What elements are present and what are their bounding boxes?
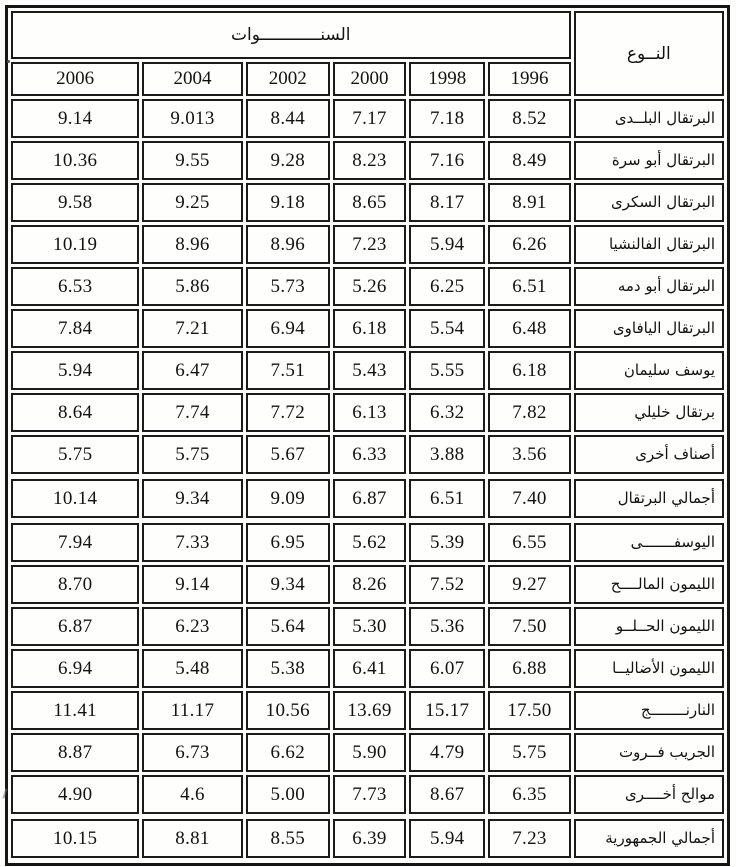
value-cell: 6.62	[246, 733, 330, 772]
value-cell: 9.14	[142, 565, 242, 604]
value-cell: 5.67	[246, 435, 330, 474]
value-cell: 8.91	[488, 183, 570, 222]
value-cell: 6.94	[246, 309, 330, 348]
value-cell: 9.58	[11, 183, 139, 222]
value-cell: 6.39	[333, 819, 406, 858]
value-cell: 5.86	[142, 267, 242, 306]
value-cell: 9.55	[142, 141, 242, 180]
value-cell: 5.26	[333, 267, 406, 306]
row-label: البرتقال الفالنشيا	[574, 225, 724, 264]
value-cell: 10.19	[11, 225, 139, 264]
value-cell: 9.09	[246, 479, 330, 518]
value-cell: 5.54	[409, 309, 485, 348]
value-cell: 6.35	[488, 775, 570, 814]
value-cell: 7.73	[333, 775, 406, 814]
row-label: أجمالي الجمهورية	[574, 819, 724, 858]
row-label: أصناف أخرى	[574, 435, 724, 474]
value-cell: 5.55	[409, 351, 485, 390]
republic-total-row	[11, 819, 724, 858]
value-cell: 9.013	[142, 99, 242, 138]
year-header-2006: 2006	[11, 62, 139, 96]
value-cell: 6.51	[409, 479, 485, 518]
value-cell: 11.17	[142, 691, 242, 730]
value-cell: 5.48	[142, 649, 242, 688]
value-cell: 5.75	[142, 435, 242, 474]
year-header-1996: 1996	[488, 62, 570, 96]
value-cell: 11.41	[11, 691, 139, 730]
value-cell: 5.43	[333, 351, 406, 390]
value-cell: 6.32	[409, 393, 485, 432]
value-cell: 4.79	[409, 733, 485, 772]
value-cell: 5.94	[409, 819, 485, 858]
row-label: الليمون الحــلــو	[574, 607, 724, 646]
row-label: يوسف سليمان	[574, 351, 724, 390]
value-cell: 10.56	[246, 691, 330, 730]
row-label: البرتقال أبو سرة	[574, 141, 724, 180]
value-cell: 6.07	[409, 649, 485, 688]
row-label: النارنــــــــج	[574, 691, 724, 730]
scan-speck	[7, 60, 10, 63]
row-label: الليمون المالــــح	[574, 565, 724, 604]
value-cell: 5.73	[246, 267, 330, 306]
value-cell: 8.49	[488, 141, 570, 180]
value-cell: 6.25	[409, 267, 485, 306]
value-cell: 6.48	[488, 309, 570, 348]
value-cell: 5.64	[246, 607, 330, 646]
value-cell: 7.52	[409, 565, 485, 604]
row-label: البرتقال أبو دمه	[574, 267, 724, 306]
row-label: البرتقال السكرى	[574, 183, 724, 222]
citrus-yield-table	[5, 5, 730, 866]
value-cell: 6.95	[246, 523, 330, 562]
value-cell: 7.18	[409, 99, 485, 138]
value-cell: 8.44	[246, 99, 330, 138]
row-label: اليوسفـــــــى	[574, 523, 724, 562]
value-cell: 10.36	[11, 141, 139, 180]
value-cell: 5.30	[333, 607, 406, 646]
value-cell: 4.90	[11, 775, 139, 814]
value-cell: 8.70	[11, 565, 139, 604]
value-cell: 7.21	[142, 309, 242, 348]
type-column-header: النــوع	[574, 11, 724, 96]
value-cell: 7.50	[488, 607, 570, 646]
value-cell: 6.51	[488, 267, 570, 306]
row-label: البرتقال البلــدى	[574, 99, 724, 138]
value-cell: 8.55	[246, 819, 330, 858]
value-cell: 6.47	[142, 351, 242, 390]
value-cell: 8.81	[142, 819, 242, 858]
value-cell: 8.23	[333, 141, 406, 180]
value-cell: 7.16	[409, 141, 485, 180]
table-header	[11, 11, 724, 96]
row-label: البرتقال اليافاوى	[574, 309, 724, 348]
year-header-2000: 2000	[333, 62, 406, 96]
value-cell: 6.73	[142, 733, 242, 772]
value-cell: 7.33	[142, 523, 242, 562]
value-cell: 6.41	[333, 649, 406, 688]
value-cell: 9.34	[142, 479, 242, 518]
value-cell: 5.62	[333, 523, 406, 562]
value-cell: 7.82	[488, 393, 570, 432]
value-cell: 9.27	[488, 565, 570, 604]
value-cell: 9.25	[142, 183, 242, 222]
value-cell: 6.23	[142, 607, 242, 646]
value-cell: 5.00	[246, 775, 330, 814]
value-cell: 9.34	[246, 565, 330, 604]
value-cell: 5.39	[409, 523, 485, 562]
other-citrus-section	[11, 523, 724, 814]
value-cell: 8.64	[11, 393, 139, 432]
year-header-1998: 1998	[409, 62, 485, 96]
row-label: برتقال خليلي	[574, 393, 724, 432]
value-cell: 7.72	[246, 393, 330, 432]
value-cell: 8.26	[333, 565, 406, 604]
value-cell: 6.26	[488, 225, 570, 264]
value-cell: 8.96	[246, 225, 330, 264]
row-label: أجمالي البرتقال	[574, 479, 724, 518]
value-cell: 6.33	[333, 435, 406, 474]
value-cell: 8.52	[488, 99, 570, 138]
value-cell: 6.88	[488, 649, 570, 688]
value-cell: 5.75	[11, 435, 139, 474]
value-cell: 8.87	[11, 733, 139, 772]
value-cell: 17.50	[488, 691, 570, 730]
value-cell: 7.23	[488, 819, 570, 858]
value-cell: 8.96	[142, 225, 242, 264]
row-label: الجريب فــروت	[574, 733, 724, 772]
value-cell: 4.6	[142, 775, 242, 814]
value-cell: 15.17	[409, 691, 485, 730]
year-header-2004: 2004	[142, 62, 242, 96]
value-cell: 5.36	[409, 607, 485, 646]
value-cell: 6.87	[333, 479, 406, 518]
value-cell: 6.13	[333, 393, 406, 432]
value-cell: 7.51	[246, 351, 330, 390]
value-cell: 7.74	[142, 393, 242, 432]
value-cell: 6.55	[488, 523, 570, 562]
value-cell: 7.23	[333, 225, 406, 264]
value-cell: 5.75	[488, 733, 570, 772]
value-cell: 5.94	[11, 351, 139, 390]
value-cell: 10.15	[11, 819, 139, 858]
value-cell: 8.17	[409, 183, 485, 222]
value-cell: 6.94	[11, 649, 139, 688]
value-cell: 7.84	[11, 309, 139, 348]
value-cell: 5.90	[333, 733, 406, 772]
orange-varieties-section	[11, 99, 724, 474]
oranges-total-row	[11, 479, 724, 518]
year-header-2002: 2002	[246, 62, 330, 96]
value-cell: 6.87	[11, 607, 139, 646]
value-cell: 7.40	[488, 479, 570, 518]
value-cell: 13.69	[333, 691, 406, 730]
row-label: موالح أخــــرى	[574, 775, 724, 814]
value-cell: 6.18	[333, 309, 406, 348]
value-cell: 3.88	[409, 435, 485, 474]
value-cell: 3.56	[488, 435, 570, 474]
value-cell: 8.67	[409, 775, 485, 814]
value-cell: 9.14	[11, 99, 139, 138]
value-cell: 5.38	[246, 649, 330, 688]
value-cell: 8.65	[333, 183, 406, 222]
value-cell: 7.17	[333, 99, 406, 138]
value-cell: 10.14	[11, 479, 139, 518]
value-cell: 9.28	[246, 141, 330, 180]
years-group-header: السنــــــــــــوات	[11, 11, 571, 59]
value-cell: 9.18	[246, 183, 330, 222]
value-cell: 6.53	[11, 267, 139, 306]
row-label: الليمون الأضاليــا	[574, 649, 724, 688]
value-cell: 5.94	[409, 225, 485, 264]
value-cell: 6.18	[488, 351, 570, 390]
value-cell: 7.94	[11, 523, 139, 562]
